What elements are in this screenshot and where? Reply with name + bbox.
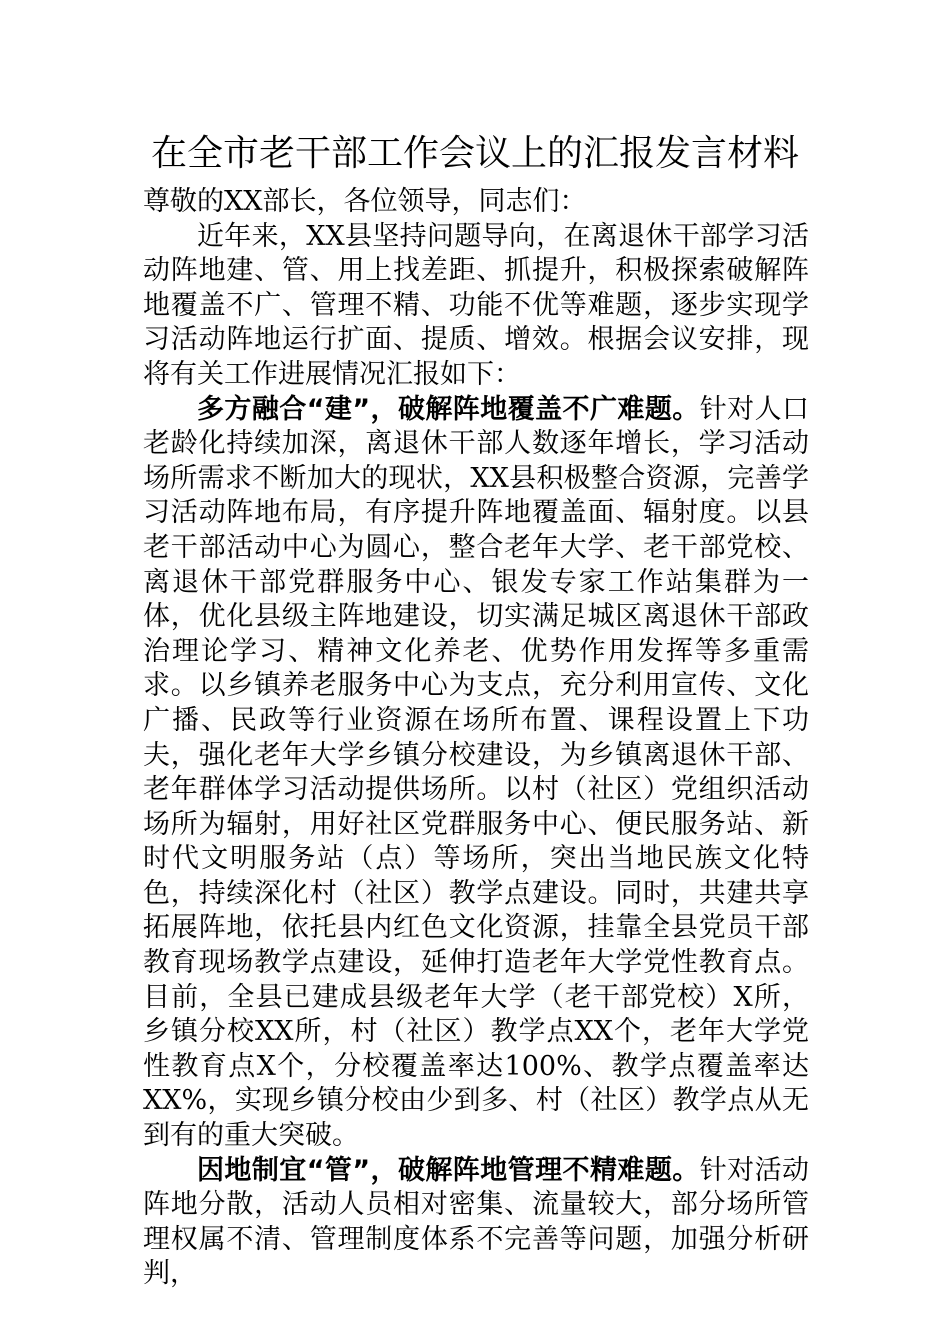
section-text-1: 针对人口老龄化持续加深，离退休干部人数逐年增长，学习活动场所需求不断加大的现状，XX县积极整合资源，完善学习活动阵地布局，有序提升阵地覆盖面、辐射度。以县老干部活动中心为圆心，整合老年大学、老干部党校、离退休干部党群服务中心、银发专家工作站集群为一体，优化县级主阵地建设，切实满足城区离退休干部政治理论学习、精神文化养老、优势作用发挥等多重需求。以乡镇养老服务中心为支点，充分利用宣传、文化广播、民政等行业资源在场所布置、课程设置上下功夫，强化老年大学乡镇分校建设，为乡镇离退休干部、老年群体学习活动提供场所。以村（社区）党组织活动场所为辐射，用好社区党群服务中心、便民服务站、新时代文明服务站（点）等场所，突出当地民族文化特色，持续深化村（社区）教学点建设。同时，共建共享拓展阵地，依托县内红色文化资源，挂靠全县党员干部教育现场教学点建设，延伸打造老年大学党性教育点。目前，全县已建成县级老年大学（老干部党校）X所，乡镇分校XX所，村（社区）教学点XX个，老年大学党性教育点X个，分校覆盖率达100%、教学点覆盖率达XX%，实现乡镇分校由少到多、村（社区）教学点从无到有的重大突破。 [143,393,809,1152]
section-heading-1: 多方融合“建”，破解阵地覆盖不广难题。 [197,393,700,425]
section-paragraph-2 [143,1154,809,1292]
section-paragraph-1 [143,393,809,1154]
salutation: 尊敬的XX部长，各位领导，同志们： [143,186,587,217]
section-heading-2: 因地制宜“管”，破解阵地管理不精难题。 [197,1154,700,1186]
document-body [143,185,809,1292]
intro-paragraph: 近年来，XX县坚持问题导向，在离退休干部学习活动阵地建、管、用上找差距、抓提升，积极探索破解阵地覆盖不广、管理不精、功能不优等难题，逐步实现学习活动阵地运行扩面、提质、增效。根据会议安排，现将有关工作进展情况汇报如下： [143,220,809,390]
document-title: 在全市老干部工作会议上的汇报发言材料 [150,133,799,174]
section-text-2: 针对活动阵地分散，活动人员相对密集、流量较大，部分场所管理权属不清、管理制度体系不完善等问题，加强分析研判， [143,1154,809,1290]
